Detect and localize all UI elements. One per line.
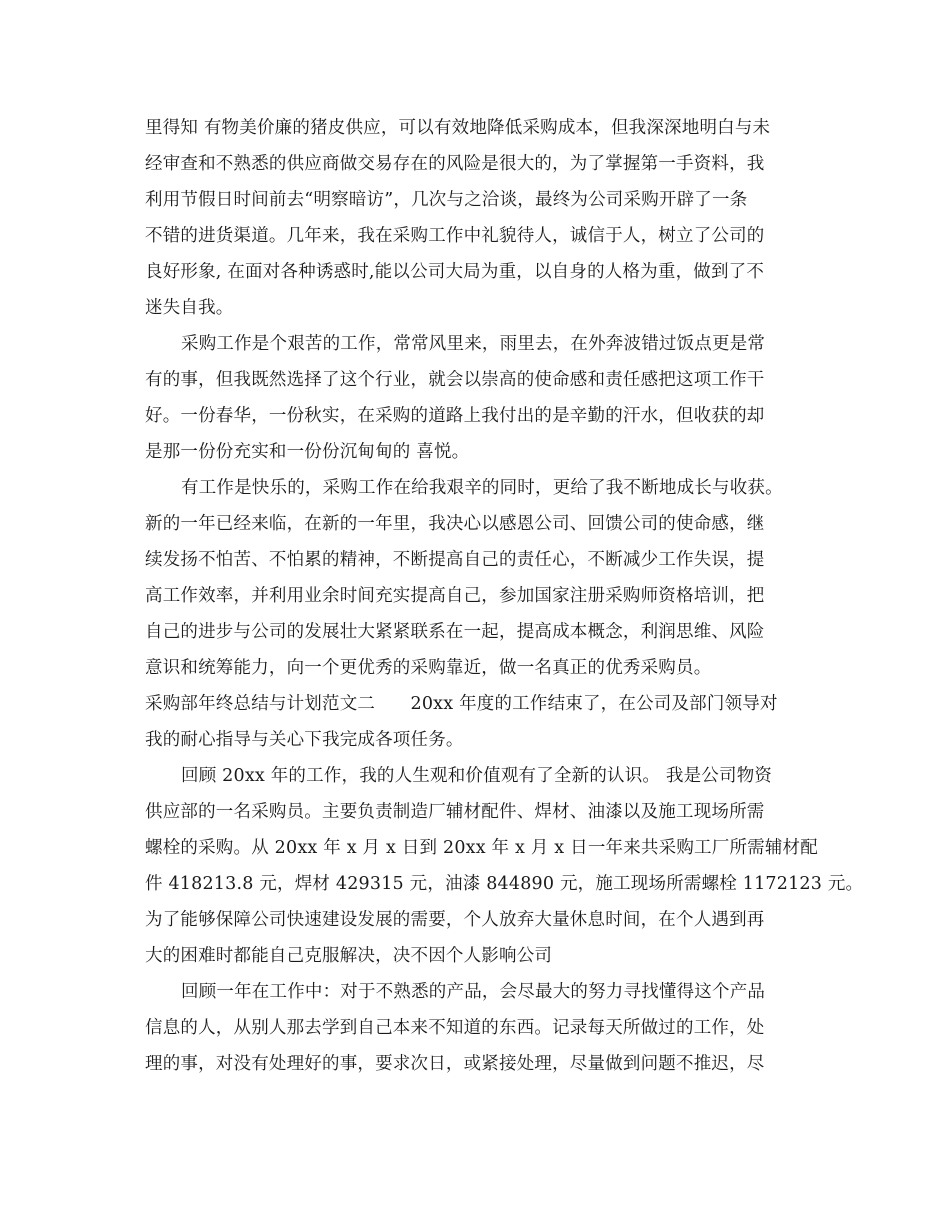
text-line: 采购工作是个艰苦的工作，常常风里来，雨里去，在外奔波错过饭点更是常 bbox=[181, 334, 766, 354]
text-line: 信息的人，从别人那去学到自己本来不知道的东西。记录每天所做过的工作，处 bbox=[145, 1018, 765, 1038]
text-line: 意识和统筹能力，向一个更优秀的采购靠近，做一名真正的优秀采购员。 bbox=[145, 658, 712, 678]
text-line: 大的困难时都能自己克服解决，决不因个人影响公司 bbox=[145, 946, 553, 966]
text-line: 有工作是快乐的，采购工作在给我艰辛的同时，更给了我不断地成长与收获。 bbox=[181, 478, 783, 498]
section-heading-line: 采购部年终总结与计划范文二 20xx 年度的工作结束了，在公司及部门领导对 bbox=[145, 694, 778, 714]
text-line: 里得知 有物美价廉的猪皮供应，可以有效地降低采购成本，但我深深地明白与未 bbox=[145, 118, 771, 138]
text-line: 回顾 20xx 年的工作，我的人生观和价值观有了全新的认识。 我是公司物资 bbox=[181, 766, 773, 786]
text-line: 我的耐心指导与关心下我完成各项任务。 bbox=[145, 730, 464, 750]
text-line: 是那一份份充实和一份份沉甸甸的 喜悦。 bbox=[145, 442, 470, 462]
text-line: 经审查和不熟悉的供应商做交易存在的风险是很大的，为了掌握第一手资料，我 bbox=[145, 154, 765, 174]
text-line: 有的事，但我既然选择了这个行业，就会以崇高的使命感和责任感把这项工作干 bbox=[145, 370, 765, 390]
text-line: 利用节假日时间前去“明察暗访”，几次与之洽谈，最终为公司采购开辟了一条 bbox=[145, 190, 748, 210]
text-line: 新的一年已经来临，在新的一年里，我决心以感恩公司、回馈公司的使命感，继 bbox=[145, 514, 765, 534]
text-line: 迷失自我。 bbox=[145, 298, 234, 318]
text-line: 件 418213.8 元，焊材 429315 元，油漆 844890 元，施工现场所需螺栓 1172123 元。 bbox=[145, 874, 864, 894]
text-line: 回顾一年在工作中：对于不熟悉的产品，会尽最大的努力寻找懂得这个产品 bbox=[181, 982, 766, 1002]
text-line: 高工作效率，并利用业余时间充实提高自己，参加国家注册采购师资格培训，把 bbox=[145, 586, 765, 606]
text-line: 螺栓的采购。从 20xx 年 x 月 x 日到 20xx 年 x 月 x 日一年来共采购工厂所需辅材配 bbox=[145, 838, 818, 858]
text-line: 理的事，对没有处理好的事，要求次日，或紧接处理，尽量做到问题不推迟，尽 bbox=[145, 1054, 765, 1074]
text-line: 良好形象, 在面对各种诱惑时,能以公司大局为重，以自身的人格为重，做到了不 bbox=[145, 262, 765, 282]
text-line: 续发扬不怕苦、不怕累的精神，不断提高自己的责任心，不断减少工作失误，提 bbox=[145, 550, 765, 570]
text-line: 为了能够保障公司快速建设发展的需要，个人放弃大量休息时间，在个人遇到再 bbox=[145, 910, 765, 930]
text-line: 好。一份春华，一份秋实，在采购的道路上我付出的是辛勤的汗水，但收获的却 bbox=[145, 406, 765, 426]
text-line: 不错的进货渠道。几年来，我在采购工作中礼貌待人，诚信于人，树立了公司的 bbox=[145, 226, 765, 246]
text-line: 供应部的一名采购员。主要负责制造厂辅材配件、焊材、油漆以及施工现场所需 bbox=[145, 802, 765, 822]
text-line: 自己的进步与公司的发展壮大紧紧联系在一起，提高成本概念，利润思维、风险 bbox=[145, 622, 765, 642]
